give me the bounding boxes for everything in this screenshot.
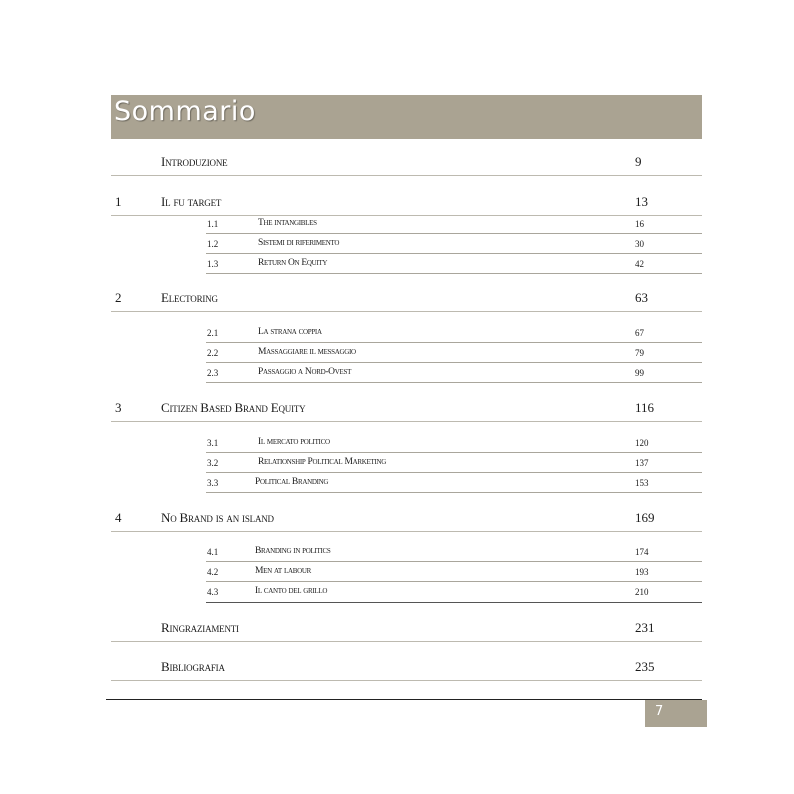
divider xyxy=(206,561,702,562)
page-number: 7 xyxy=(655,704,664,719)
toc-number: 2.1 xyxy=(207,328,219,338)
divider xyxy=(111,311,702,312)
divider xyxy=(111,421,702,422)
divider xyxy=(206,472,702,473)
toc-label: Introduzione xyxy=(161,154,228,169)
toc-number: 4.2 xyxy=(207,567,219,577)
toc-number: 3.2 xyxy=(207,458,219,468)
toc-number: 3 xyxy=(115,400,122,415)
toc-page: 235 xyxy=(635,659,655,674)
toc-number: 1.2 xyxy=(207,239,219,249)
page-number-box xyxy=(645,700,707,727)
toc-label: Massaggiare il messaggio xyxy=(258,347,356,357)
divider xyxy=(206,273,702,274)
toc-label: Ringraziamenti xyxy=(161,620,239,635)
toc-page: 30 xyxy=(635,239,644,249)
toc-entry-3-3[interactable] xyxy=(111,475,702,493)
toc-page: 67 xyxy=(635,328,644,338)
divider xyxy=(206,581,702,582)
toc-number: 2.3 xyxy=(207,368,219,378)
toc-label: Il fu target xyxy=(161,194,222,209)
toc-number: 3.3 xyxy=(207,478,219,488)
toc-page: 116 xyxy=(635,400,655,415)
divider xyxy=(206,492,702,493)
divider xyxy=(206,362,702,363)
toc-label: The intangibles xyxy=(258,218,317,228)
toc-entry-introduzione[interactable] xyxy=(111,148,702,176)
toc-label: Bibliografia xyxy=(161,659,225,674)
toc-number: 2.2 xyxy=(207,348,219,358)
divider xyxy=(206,452,702,453)
divider xyxy=(111,175,702,176)
toc-number: 4.3 xyxy=(207,587,219,597)
toc-label: Return On Equity xyxy=(258,258,328,268)
toc-label: Sistemi di riferimento xyxy=(258,238,340,248)
toc-page: 13 xyxy=(635,194,648,209)
toc-entry-2-2[interactable] xyxy=(111,345,702,363)
divider xyxy=(206,253,702,254)
divider xyxy=(206,342,702,343)
toc-page: 174 xyxy=(635,547,649,557)
toc-entry-4-3[interactable] xyxy=(111,584,702,603)
toc-entry-chapter-2[interactable] xyxy=(111,284,702,312)
toc-label: Branding in politics xyxy=(255,546,331,556)
toc-entry-chapter-4[interactable] xyxy=(111,504,702,532)
toc-number: 1 xyxy=(115,194,122,209)
toc-page: 231 xyxy=(635,620,655,635)
toc-entry-3-1[interactable] xyxy=(111,435,702,453)
toc-label: Electoring xyxy=(161,290,218,305)
toc-entry-3-2[interactable] xyxy=(111,455,702,473)
toc-entry-4-1[interactable] xyxy=(111,544,702,562)
toc-page: 120 xyxy=(635,438,649,448)
toc-number: 1.3 xyxy=(207,259,219,269)
toc-page: 63 xyxy=(635,290,648,305)
toc-number: 1.1 xyxy=(207,219,219,229)
toc-page: 16 xyxy=(635,219,644,229)
toc-label: No Brand is an island xyxy=(161,510,274,525)
toc-page: 137 xyxy=(635,458,649,468)
toc-page: 99 xyxy=(635,368,644,378)
divider xyxy=(206,233,702,234)
toc-label: Il mercato politico xyxy=(258,437,330,447)
toc-page: 9 xyxy=(635,154,642,169)
divider xyxy=(111,680,702,681)
toc-label: Relationship Political Marketing xyxy=(258,457,386,467)
toc-entry-2-3[interactable] xyxy=(111,365,702,383)
toc-label: La strana coppia xyxy=(258,327,322,337)
divider xyxy=(206,382,702,383)
divider xyxy=(111,531,702,532)
toc-entry-4-2[interactable] xyxy=(111,564,702,582)
toc-number: 4.1 xyxy=(207,547,219,557)
toc-page: 169 xyxy=(635,510,655,525)
toc-entry-1-1[interactable] xyxy=(111,216,702,234)
toc-label: Citizen Based Brand Equity xyxy=(161,400,306,415)
toc-page: 153 xyxy=(635,478,649,488)
footer-rule xyxy=(106,699,702,700)
divider xyxy=(206,602,702,603)
toc-page: 79 xyxy=(635,348,644,358)
toc-entry-ringraziamenti[interactable] xyxy=(111,614,702,642)
toc-entry-1-2[interactable] xyxy=(111,236,702,254)
toc-entry-bibliografia[interactable] xyxy=(111,653,702,681)
page-title: Sommario xyxy=(114,96,256,127)
toc-page: 210 xyxy=(635,587,649,597)
toc-entry-2-1[interactable] xyxy=(111,325,702,343)
toc-number: 2 xyxy=(115,290,122,305)
toc-label: Political Branding xyxy=(255,477,329,487)
toc-entry-1-3[interactable] xyxy=(111,256,702,274)
divider xyxy=(111,641,702,642)
toc-page: 193 xyxy=(635,567,649,577)
toc-label: Passaggio a Nord-Ovest xyxy=(258,367,352,377)
toc-label: Il canto del grillo xyxy=(255,586,328,596)
toc-entry-chapter-1[interactable] xyxy=(111,188,702,216)
toc-number: 3.1 xyxy=(207,438,219,448)
toc-number: 4 xyxy=(115,510,122,525)
title-bar xyxy=(111,95,702,139)
toc-label: Men at labour xyxy=(255,566,311,576)
toc-page: 42 xyxy=(635,259,644,269)
toc-entry-chapter-3[interactable] xyxy=(111,394,702,422)
